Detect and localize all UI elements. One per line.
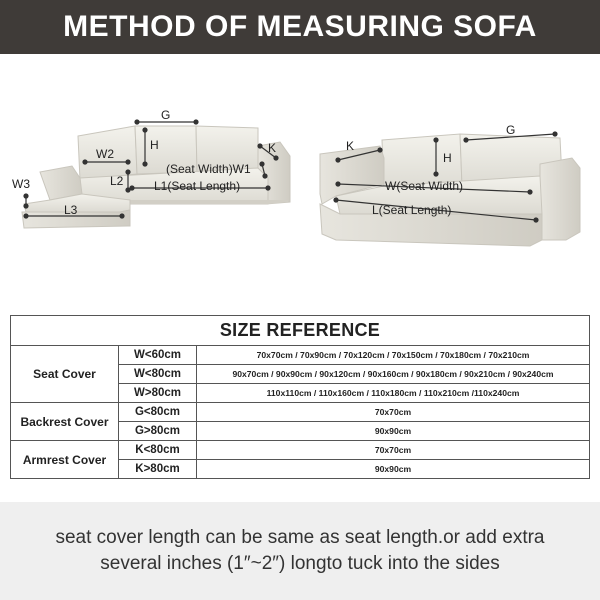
sofa-illustration bbox=[0, 54, 600, 304]
condition-cell: W<60cm bbox=[119, 346, 197, 365]
label-h-left: H bbox=[150, 138, 159, 152]
condition-cell: G<80cm bbox=[119, 403, 197, 422]
label-l1: L1(Seat Length) bbox=[154, 179, 241, 193]
condition-cell: G>80cm bbox=[119, 422, 197, 441]
label-h-right: H bbox=[443, 151, 452, 165]
page-title: METHOD OF MEASURING SOFA bbox=[63, 10, 537, 43]
header-banner bbox=[0, 0, 600, 54]
group-armrest-cover: Armrest Cover bbox=[11, 441, 119, 479]
condition-cell: W<80cm bbox=[119, 365, 197, 384]
group-backrest-cover: Backrest Cover bbox=[11, 403, 119, 441]
sofa-diagrams bbox=[0, 54, 600, 304]
sizes-cell: 70x70cm bbox=[197, 441, 590, 460]
condition-cell: K>80cm bbox=[119, 460, 197, 479]
label-k-left: K bbox=[268, 141, 277, 155]
label-l2: L2 bbox=[110, 174, 124, 188]
label-w3: W3 bbox=[12, 177, 30, 191]
label-w1: (Seat Width)W1 bbox=[166, 162, 251, 176]
label-g-left: G bbox=[161, 108, 171, 122]
sizes-cell: 110x110cm / 110x160cm / 110x180cm / 110x210cm /110x240cm bbox=[197, 384, 590, 403]
label-k-right: K bbox=[346, 139, 355, 153]
table-row bbox=[11, 403, 590, 422]
sizes-cell: 90x90cm bbox=[197, 460, 590, 479]
label-l3: L3 bbox=[64, 203, 78, 217]
sizes-cell: 90x90cm bbox=[197, 422, 590, 441]
condition-cell: K<80cm bbox=[119, 441, 197, 460]
table-title-row bbox=[11, 316, 590, 346]
note-line-1: seat cover length can be same as seat length.or add extra bbox=[55, 527, 545, 548]
sizes-cell: 90x70cm / 90x90cm / 90x120cm / 90x160cm / 90x180cm / 90x210cm / 90x240cm bbox=[197, 365, 590, 384]
sizes-cell: 70x70cm / 70x90cm / 70x120cm / 70x150cm / 70x180cm / 70x210cm bbox=[197, 346, 590, 365]
label-g-right: G bbox=[506, 123, 516, 137]
sizes-cell: 70x70cm bbox=[197, 403, 590, 422]
label-w2: W2 bbox=[96, 147, 114, 161]
label-w-right: W(Seat Width) bbox=[385, 179, 464, 193]
measurement-note bbox=[0, 502, 600, 600]
note-line-2: several inches (1″~2″) longto tuck into the sides bbox=[100, 553, 500, 574]
size-reference-table bbox=[10, 315, 590, 479]
size-reference-title: SIZE REFERENCE bbox=[11, 316, 590, 346]
condition-cell: W>80cm bbox=[119, 384, 197, 403]
group-seat-cover: Seat Cover bbox=[11, 346, 119, 403]
table-row bbox=[11, 346, 590, 365]
table-row bbox=[11, 441, 590, 460]
label-l-right: L(Seat Length) bbox=[372, 203, 452, 217]
size-reference bbox=[10, 315, 590, 479]
